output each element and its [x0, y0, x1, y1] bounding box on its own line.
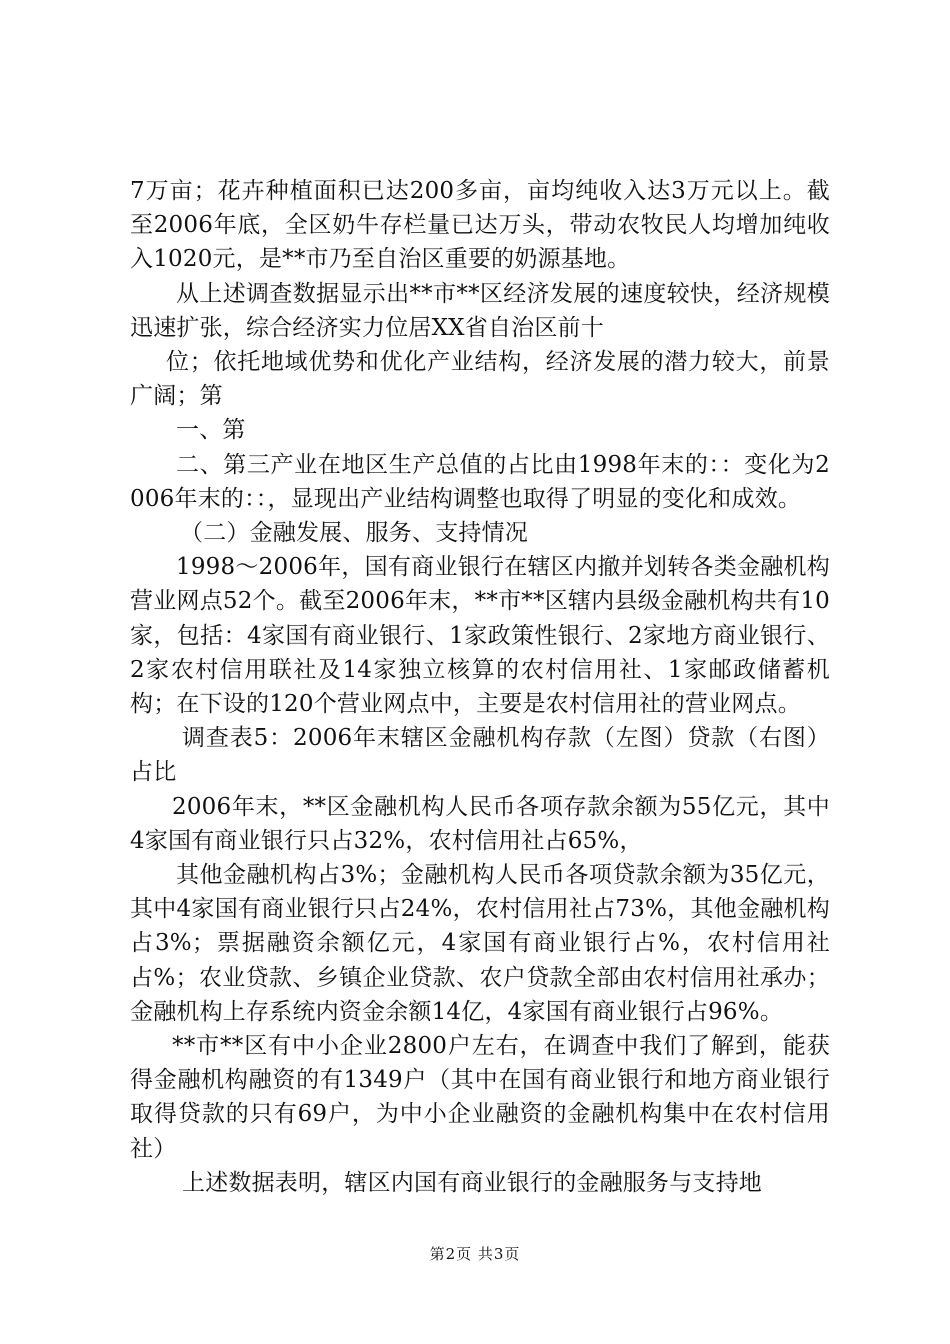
paragraph-conclusion: 上述数据表明，辖区内国有商业银行的金融服务与支持地 [182, 1169, 762, 1196]
paragraph-dairy-stats: 7万亩；花卉种植面积已达200多亩，亩均纯收入达3万元以上。截至2006年底，全区奶牛存栏量已达万头，带动农牧民人均增加纯收入1020元，是**市乃至自治区重要的奶源基地。 [130, 178, 830, 273]
paragraph-sme-financing: **市**区有中小企业2800户左右，在调查中我们了解到，能获得金融机构融资的有1349户（其中在国有商业银行和地方商业银行取得贷款的只有69户，为中小企业融资的金融机构集中在农村信用社） [130, 1033, 830, 1162]
paragraph-loans: 其他金融机构占3%；金融机构人民币各项贷款余额为35亿元，其中4家国有商业银行只占24%，农村信用社占73%，其他金融机构占3%；票据融资余额亿元，4家国有商业银行占%，农村信用社占%；农业贷款、乡镇企业贷款、农户贷款全部由农村信用社承办；金融机构上存系统内资金余额14亿，4家国有商业银行占96%。 [130, 862, 830, 1025]
paragraph-industry-structure: 二、第三产业在地区生产总值的占比由1998年末的：：变化为2006年末的：：，显现出产业结构调整也取得了明显的变化和成效。 [130, 451, 830, 512]
document-body [130, 174, 830, 1200]
paragraph-economic-summary: 从上述调查数据显示出**市**区经济发展的速度较快，经济规模迅速扩张，综合经济实力位居XX省自治区前十 [130, 280, 830, 341]
paragraph-financial-institutions: 1998～2006年，国有商业银行在辖区内撤并划转各类金融机构营业网点52个。截至2006年末，**市**区辖内县级金融机构共有10家，包括：4家国有商业银行、1家政策性银行、2家地方商业银行、2家农村信用联社及14家独立核算的农村信用社、1家邮政储蓄机构；在下设的120个营业网点中，主要是农村信用社的营业网点。 [130, 554, 830, 718]
table-caption: 调查表5：2006年末辖区金融机构存款（左图）贷款（右图）占比 [130, 725, 830, 786]
paragraph-economic-outlook: 位；依托地域优势和优化产业结构，经济发展的潜力较大，前景广阔；第 [130, 349, 830, 410]
paragraph-deposits: 2006年末，**区金融机构人民币各项存款余额为55亿元，其中4家国有商业银行只占32%，农村信用社占65%， [130, 793, 830, 854]
paragraph-fragment-first: 一、第 [176, 417, 246, 444]
section-heading-finance: （二）金融发展、服务、支持情况 [180, 520, 528, 547]
page-number-footer: 第2页 共3页 [429, 1245, 521, 1263]
